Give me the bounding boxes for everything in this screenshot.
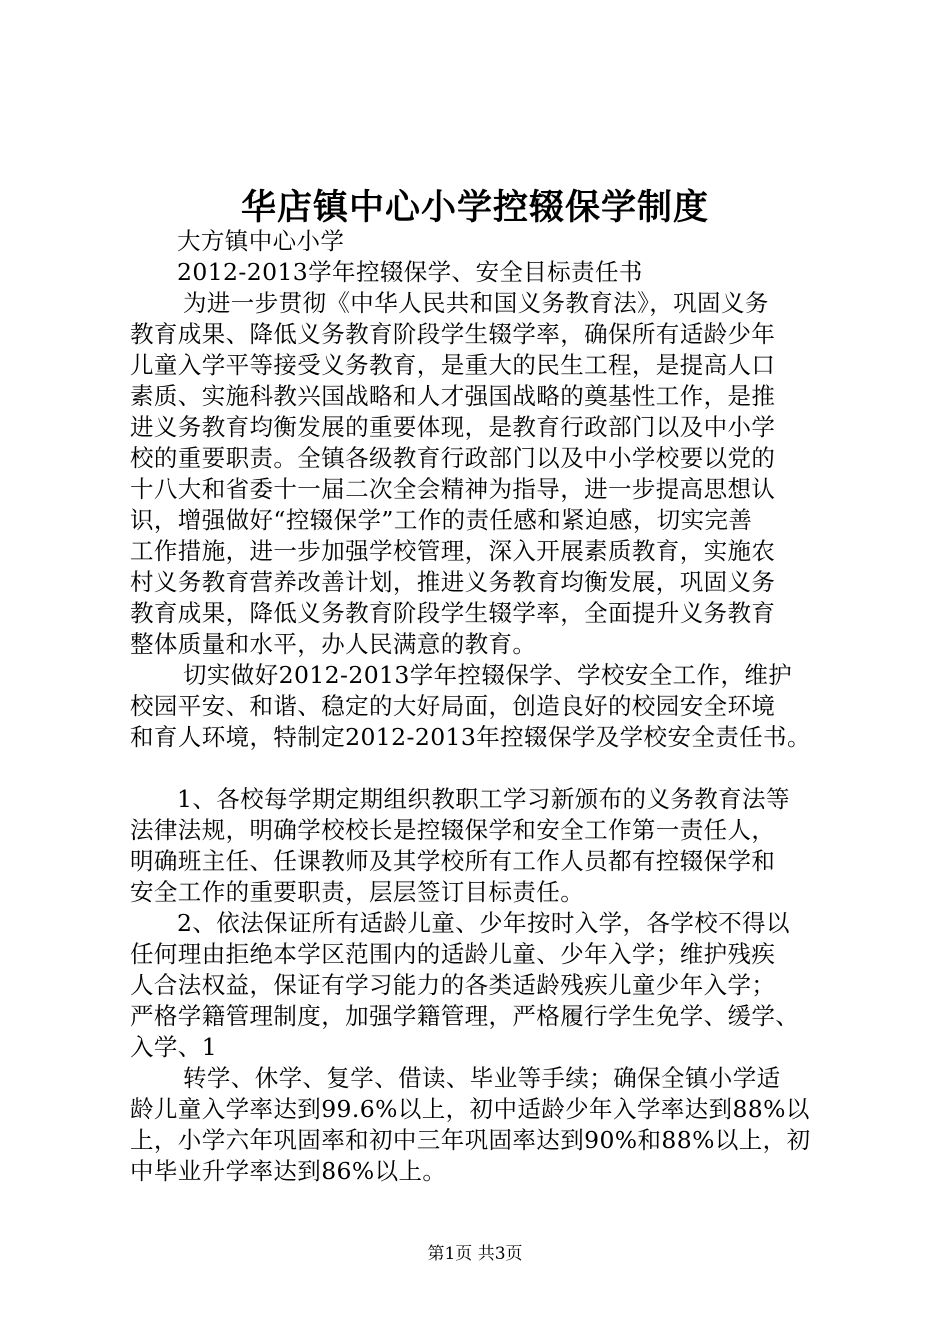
text-line: 2012-2013学年控辍保学、安全目标责任书 [177, 258, 643, 286]
text-line: 十八大和省委十一届二次全会精神为指导，进一步提高思想认 [130, 475, 776, 503]
text-line: 转学、休学、复学、借读、毕业等手续；确保全镇小学适 [183, 1064, 781, 1092]
text-line: 明确班主任、任课教师及其学校所有工作人员都有控辍保学和 [130, 847, 776, 875]
text-line: 上，小学六年巩固率和初中三年巩固率达到90%和88%以上，初 [130, 1126, 811, 1154]
text-line: 村义务教育营养改善计划，推进义务教育均衡发展，巩固义务 [130, 568, 776, 596]
text-line: 法律法规，明确学校校长是控辍保学和安全工作第一责任人， [130, 816, 776, 844]
text-line: 人合法权益，保证有学习能力的各类适龄残疾儿童少年入学； [130, 971, 776, 999]
text-line: 安全工作的重要职责，层层签订目标责任。 [130, 878, 585, 906]
text-line: 整体质量和水平，办人民满意的教育。 [130, 630, 537, 658]
document-title: 华店镇中心小学控辍保学制度 [240, 187, 709, 228]
text-line: 1、各校每学期定期组织教职工学习新颁布的义务教育法等 [177, 785, 790, 813]
text-line: 工作措施，进一步加强学校管理，深入开展素质教育，实施农 [130, 537, 776, 565]
text-line: 龄儿童入学率达到99.6%以上，初中适龄少年入学率达到88%以 [130, 1095, 810, 1123]
text-line: 校的重要职责。全镇各级教育行政部门以及中小学校要以党的 [130, 444, 776, 472]
text-line: 为进一步贯彻《中华人民共和国义务教育法》，巩固义务 [183, 289, 769, 317]
page-number-footer: 第1页 共3页 [427, 1244, 523, 1264]
text-line: 进义务教育均衡发展的重要体现，是教育行政部门以及中小学 [130, 413, 776, 441]
document-body [130, 226, 840, 1187]
text-line: 校园平安、和谐、稳定的大好局面，创造良好的校园安全环境 [130, 692, 776, 720]
text-line: 中毕业升学率达到86%以上。 [130, 1157, 447, 1185]
text-line: 严格学籍管理制度，加强学籍管理，严格履行学生免学、缓学、 [130, 1002, 800, 1030]
text-line: 大方镇中心小学 [177, 227, 345, 255]
text-line: 和育人环境，特制定2012-2013年控辍保学及学校安全责任书。 [130, 723, 811, 751]
text-line: 儿童入学平等接受义务教育，是重大的民生工程，是提高人口 [130, 351, 776, 379]
text-line: 识，增强做好“控辍保学”工作的责任感和紧迫感，切实完善 [130, 506, 753, 534]
text-line: 任何理由拒绝本学区范围内的适龄儿童、少年入学；维护残疾 [130, 940, 776, 968]
text-line: 教育成果、降低义务教育阶段学生辍学率，确保所有适龄少年 [130, 320, 776, 348]
text-line: 2、依法保证所有适龄儿童、少年按时入学，各学校不得以 [177, 909, 790, 937]
text-line: 入学、1 [130, 1033, 218, 1061]
text-line: 切实做好2012-2013学年控辍保学、学校安全工作，维护 [183, 661, 793, 689]
text-line: 素质、实施科教兴国战略和人才强国战略的奠基性工作，是推 [130, 382, 776, 410]
text-line: 教育成果，降低义务教育阶段学生辍学率，全面提升义务教育 [130, 599, 776, 627]
blank-line [130, 753, 840, 784]
